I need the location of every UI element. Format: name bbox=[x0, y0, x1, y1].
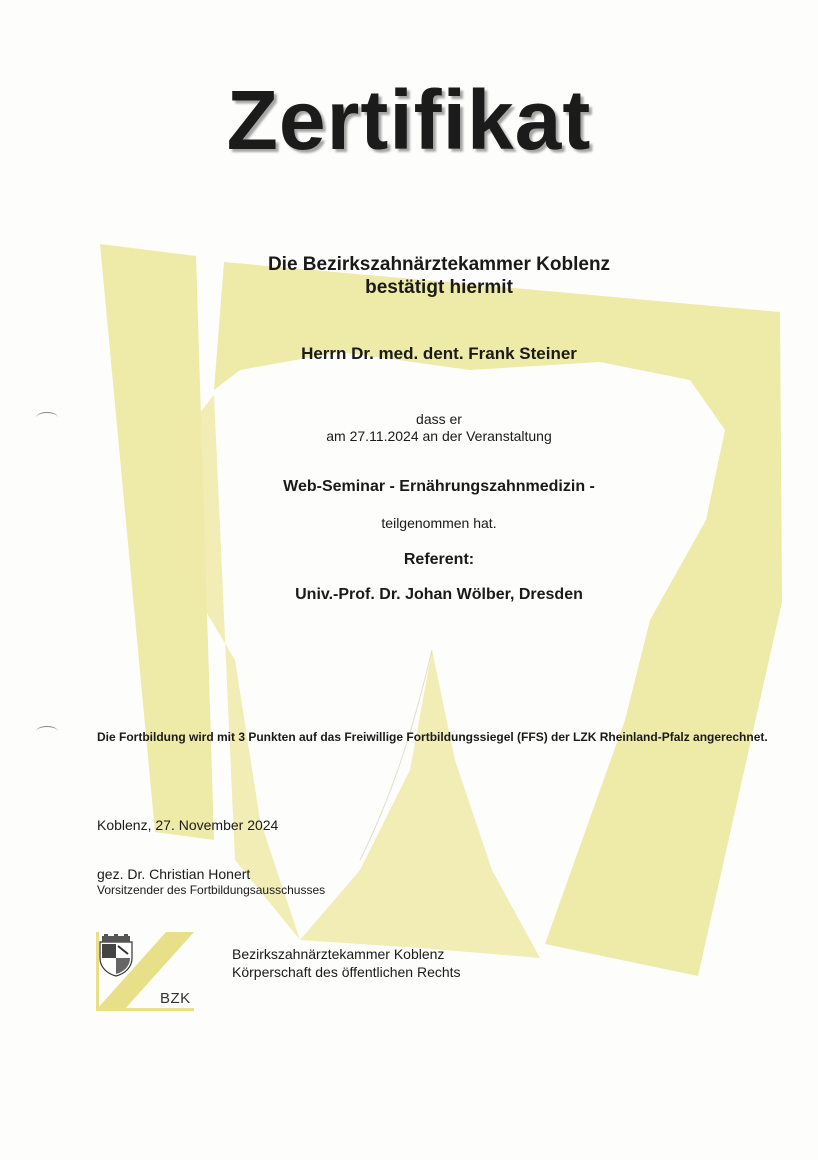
event-name: Web-Seminar - Ernährungszahnmedizin - bbox=[283, 478, 595, 495]
signer-role: Vorsitzender des Fortbildungsausschusses bbox=[97, 883, 326, 897]
footer-org-name: Bezirkszahnärztekammer Koblenz bbox=[232, 946, 445, 962]
confirmation-line: bestätigt hiermit bbox=[365, 277, 513, 298]
ffs-points-note: Die Fortbildung wird mit 3 Punkten auf das Freiwillige Fortbildungssiegel (FFS) der LZK Rheinland-Pfalz angerechnet. bbox=[97, 730, 768, 744]
recipient-name: Herrn Dr. med. dent. Frank Steiner bbox=[301, 344, 577, 363]
punch-hole-mark bbox=[36, 726, 58, 737]
dass-er-text: dass er bbox=[416, 411, 462, 427]
place-date: Koblenz, 27. November 2024 bbox=[97, 817, 279, 833]
referent-label: Referent: bbox=[403, 551, 475, 568]
event-date-line: am 27.11.2024 an der Veranstaltung bbox=[326, 428, 552, 444]
certificate-title: Zertifikat bbox=[226, 73, 592, 167]
issuer-line: Die Bezirkszahnärztekammer Koblenz bbox=[267, 254, 611, 275]
participated-text: teilgenommen hat. bbox=[381, 515, 497, 531]
signer-name: gez. Dr. Christian Honert bbox=[97, 866, 251, 882]
bzk-logo-text: BZK bbox=[160, 990, 191, 1007]
footer-org-subtitle: Körperschaft des öffentlichen Rechts bbox=[232, 964, 461, 980]
referent-name: Univ.-Prof. Dr. Johan Wölber, Dresden bbox=[295, 586, 583, 603]
